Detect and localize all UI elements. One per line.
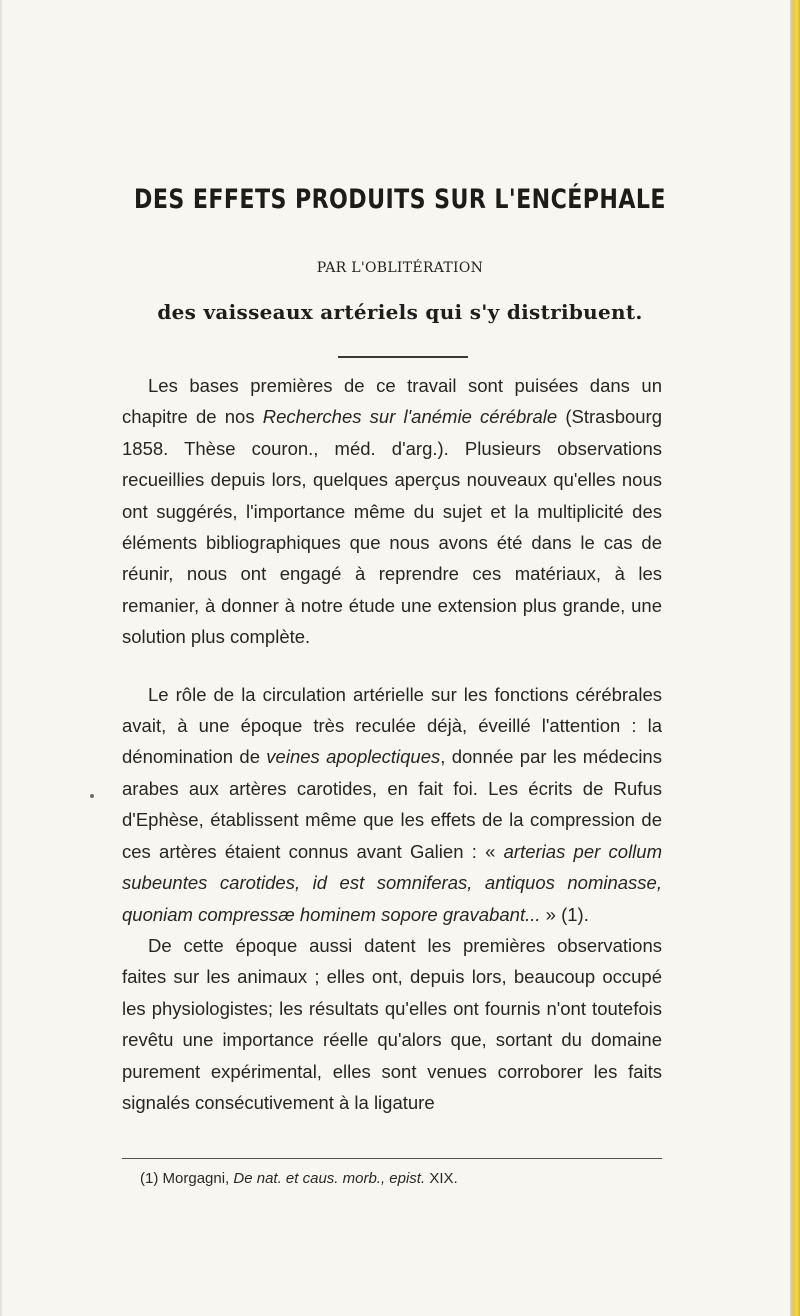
paragraph-2-text-3: » (1).	[540, 903, 589, 925]
footnote-work: De nat. et caus. morb., epist.	[233, 1170, 426, 1187]
paragraph-2	[122, 679, 662, 930]
paragraph-2-text-1: Le rôle de la circulation artérielle sur les fonctions cérébrales avait, à une époque très reculée déjà, éveillé l'attention : la dénomination de	[122, 683, 662, 768]
chapter-subtitle: PAR L'OBLITÉRATION	[316, 260, 484, 276]
paragraph-2-italic-1: veines apoplectiques	[266, 746, 441, 768]
footnote-rule	[122, 1158, 662, 1159]
paragraph-2-latin-quote: arterias per collum subeuntes carotides, id est somniferas, antiquos nominasse, quoniam compressæ hominem sopore gravabant...	[122, 840, 662, 925]
paragraph-1-text-1: Les bases premières de ce travail sont puisées dans un chapitre de nos	[122, 375, 662, 428]
chapter-title: DES EFFETS PRODUITS SUR L'ENCÉPHALE	[134, 184, 666, 215]
footnote-ref: XIX.	[429, 1170, 458, 1187]
body-text	[122, 370, 662, 1118]
paragraph-2-text-2: , donnée par les médecins arabes aux artères carotides, en fait foi. Les écrits de Rufus d'Ephèse, établissent même que les effets de la compression de ces artères étaient connus avant Galien : «	[122, 746, 662, 862]
footnote-author: Morgagni,	[162, 1170, 230, 1187]
paragraph-3-text-1: De cette époque aussi datent les premières observations faites sur les animaux ; elles ont, depuis lors, beaucoup occupé les physiologistes; les résultats qu'elles ont fournis n'ont toutefois revêtu une importance réelle qu'alors que, sortant du domaine purement expérimental, elles sont venues corroborer les faits signalés consécutivement à la ligature	[122, 934, 662, 1113]
title-rule	[338, 356, 468, 358]
footnote	[140, 1170, 680, 1187]
paragraph-1-text-2: (Strasbourg 1858. Thèse couron., méd. d'arg.). Plusieurs observations recueillies depuis lors, quelques aperçus nouveaux qu'elles nous ont suggérés, l'importance même du sujet et la multiplicité des éléments bibliographiques que nous avons été dans le cas de réunir, nous ont engagé à reprendre ces matériaux, à les remanier, à donner à notre étude une extension plus grande, une solution plus complète.	[122, 406, 663, 648]
footnote-number: (1)	[140, 1170, 159, 1187]
paragraph-1	[122, 370, 662, 653]
chapter-subtitle-blackletter: des vaisseaux artériels qui s'y distribuent.	[157, 300, 643, 324]
paragraph-1-title-italic: Recherches sur l'anémie cérébrale	[262, 406, 558, 428]
page-edge	[790, 0, 800, 1316]
paragraph-3	[122, 930, 662, 1118]
margin-mark	[90, 794, 94, 798]
page-left-shadow	[0, 0, 3, 1316]
